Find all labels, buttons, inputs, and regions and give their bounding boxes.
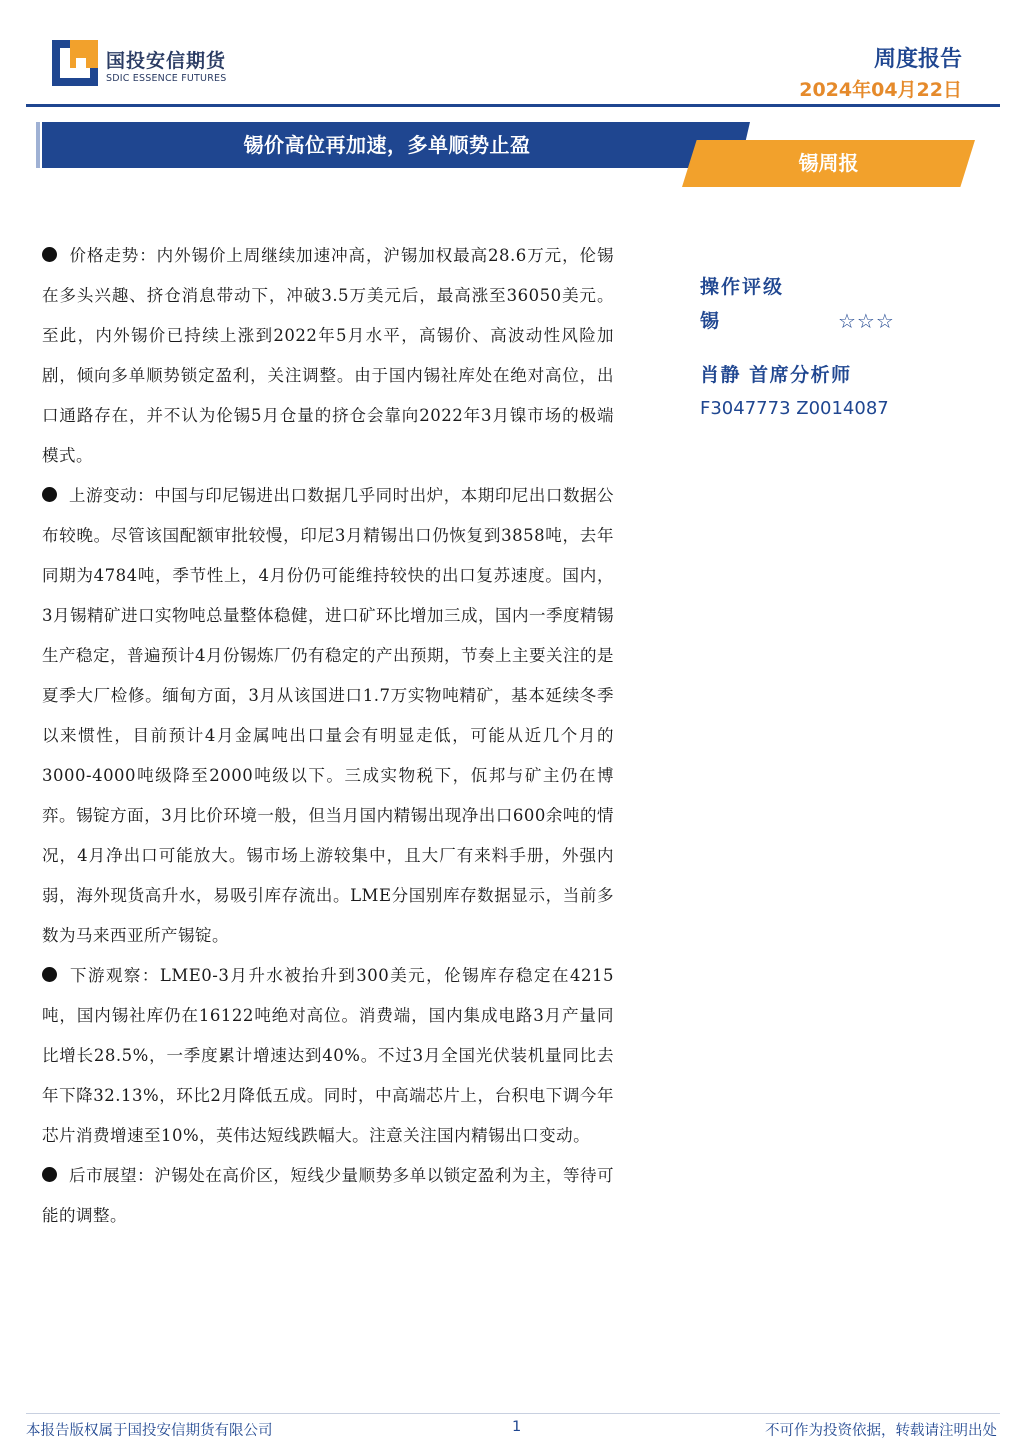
sidebar xyxy=(700,270,960,424)
rating-row xyxy=(700,304,960,338)
paragraph-downstream: 下游观察：LME0-3月升水被抬升到300美元，伦锡库存稳定在4215吨，国内锡社库仍在16122吨绝对高位。消费端，国内集成电路3月产量同比增长28.5%，一季度累计增速达到40%。不过3月全国光伏装机量同比去年下降32.13%，环比2月降低五成。同时，中高端芯片上，台积电下调今年芯片消费增速至10%，英伟达短线跌幅大。注意关注国内精锡出口变动。 xyxy=(42,966,614,1145)
analyst-certificates: F3047773 Z0014087 xyxy=(700,398,889,419)
logo-chinese-name: 国投安信期货 xyxy=(106,50,227,72)
paragraph-price-trend: 价格走势：内外锡价上周继续加速冲高，沪锡加权最高28.6万元，伦锡在多头兴趣、挤仓消息带动下，冲破3.5万美元后，最高涨至36050美元。至此，内外锡价已持续上涨到2022年5月水平，高锡价、高波动性风险加剧，倾向多单顺势锁定盈利，关注调整。由于国内锡社库处在绝对高位，出口通路存在，并不认为伦锡5月仓量的挤仓会靠向2022年3月镍市场的极端模式。 xyxy=(42,246,614,465)
header-divider xyxy=(26,104,1000,107)
report-date: 2024年04月22日 xyxy=(799,79,962,101)
page-number: 1 xyxy=(512,1419,522,1435)
report-title: 锡价高位再加速，多单顺势止盈 xyxy=(243,133,531,157)
bullet-icon xyxy=(42,967,57,982)
rating-label: 操作评级 xyxy=(700,276,785,298)
report-category-tag: 锡周报 xyxy=(798,151,859,175)
footer-disclaimer: 不可作为投资依据，转载请注明出处 xyxy=(765,1423,997,1439)
bullet-icon xyxy=(42,247,57,262)
report-type: 周度报告 xyxy=(873,47,962,72)
rating-commodity: 锡 xyxy=(700,310,720,332)
footer-copyright: 本报告版权属于国投安信期货有限公司 xyxy=(26,1423,273,1439)
footer-divider xyxy=(26,1413,1000,1414)
paragraph-outlook: 后市展望：沪锡处在高价区，短线少量顺势多单以锁定盈利为主，等待可能的调整。 xyxy=(42,1166,614,1225)
logo-english-name: SDIC ESSENCE FUTURES xyxy=(106,73,227,84)
bullet-icon xyxy=(42,487,57,502)
paragraph-upstream: 上游变动：中国与印尼锡进出口数据几乎同时出炉，本期印尼出口数据公布较晚。尽管该国配额审批较慢，印尼3月精锡出口仍恢复到3858吨，去年同期为4784吨，季节性上，4月份仍可能维持较快的出口复苏速度。国内，3月锡精矿进口实物吨总量整体稳健，进口矿环比增加三成，国内一季度精锡生产稳定，普遍预计4月份锡炼厂仍有稳定的产出预期，节奏上主要关注的是夏季大厂检修。缅甸方面，3月从该国进口1.7万实物吨精矿，基本延续冬季以来惯性，目前预计4月金属吨出口量会有明显走低，可能从近几个月的3000-4000吨级降至2000吨级以下。三成实物税下，佤邦与矿主仍在博弈。锡锭方面，3月比价环境一般，但当月国内精锡出现净出口600余吨的情况，4月净出口可能放大。锡市场上游较集中，且大厂有来料手册，外强内弱，海外现货高升水，易吸引库存流出。LME分国别库存数据显示，当前多数为马来西亚所产锡锭。 xyxy=(42,486,614,945)
analyst-name: 肖静 首席分析师 xyxy=(700,364,852,386)
company-logo xyxy=(52,40,252,90)
report-body xyxy=(42,236,614,1236)
bullet-icon xyxy=(42,1167,57,1182)
logo-mark-icon xyxy=(52,40,98,86)
rating-stars-icon: ☆☆☆ xyxy=(838,309,895,333)
banner-edge xyxy=(36,122,40,168)
